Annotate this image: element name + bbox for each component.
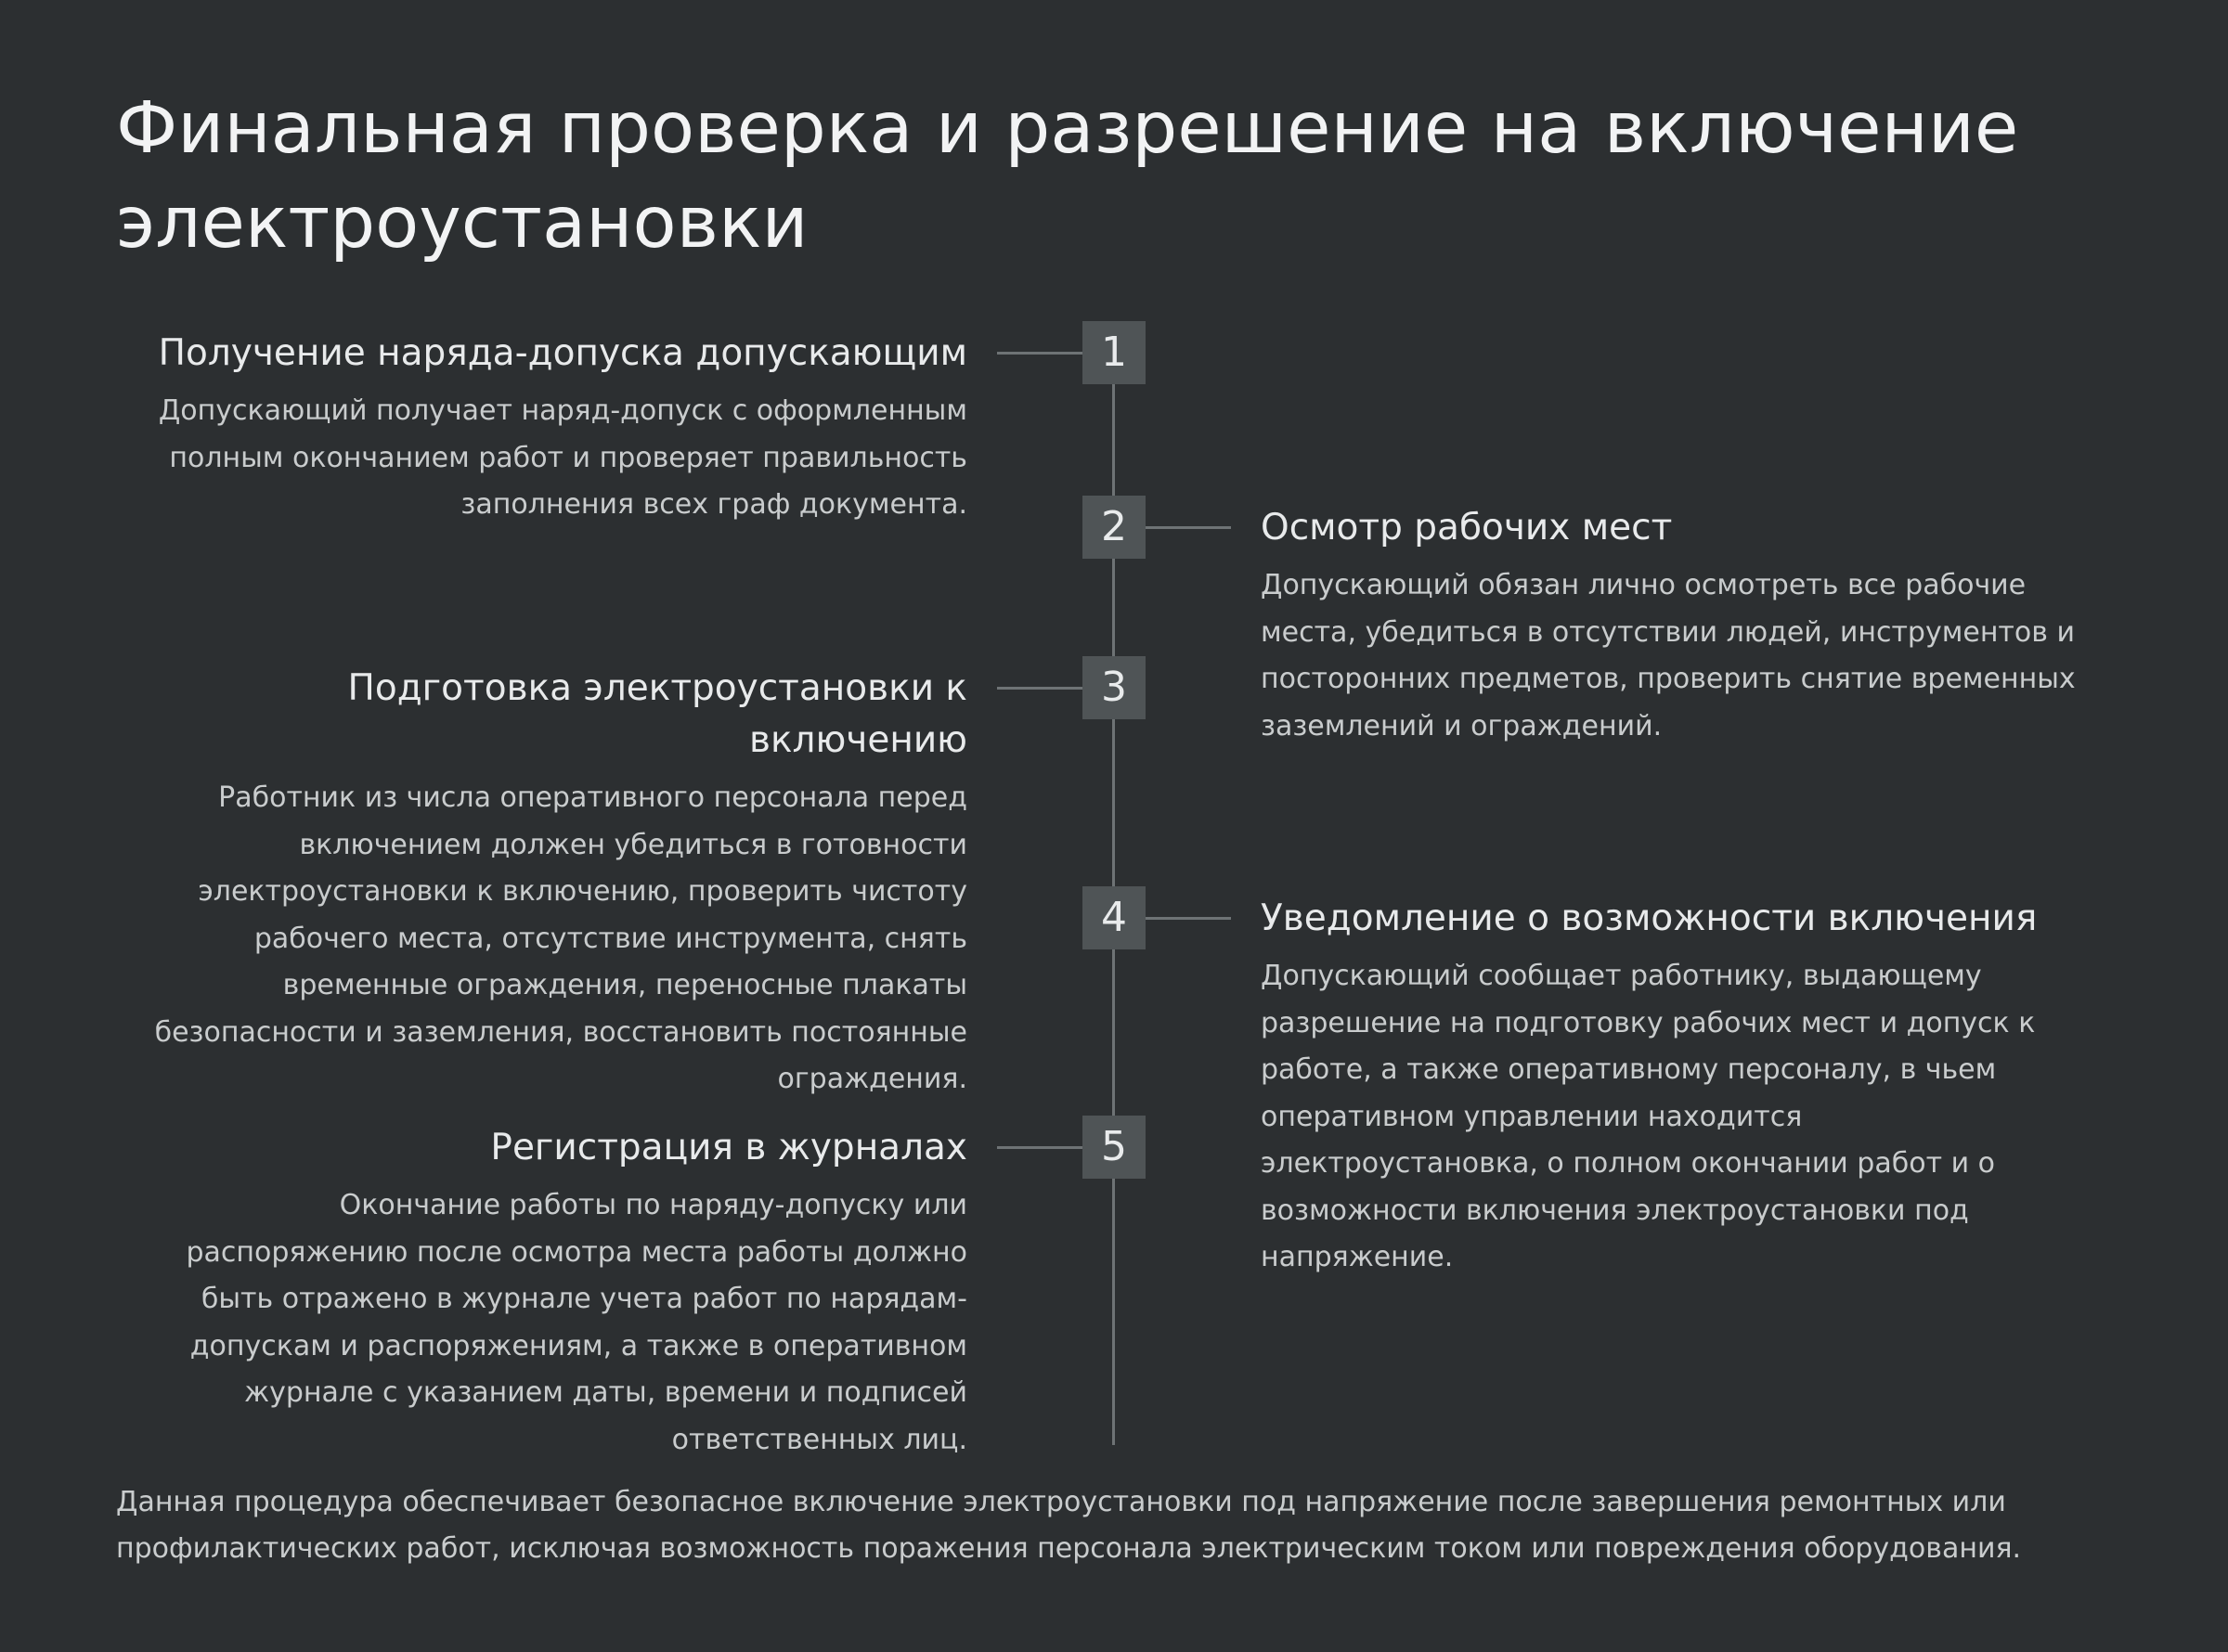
step-3-title: Подготовка электроустановки к включению bbox=[347, 667, 967, 761]
footer-note: Данная процедура обеспечивает безопасное включение электроустановки под напряжение после завершения ремонтных или профилактических работ, исключая возможность поражения персонала электрическим током или повреждения оборудования. bbox=[116, 1486, 2022, 1565]
connector-step-5 bbox=[997, 1146, 1084, 1149]
step-3-description: Работник из числа оперативного персонала перед включением должен убедиться в готовности электроустановки к включению, проверить чистоту рабочего места, отсутствие инструмента, снять временные ограждения, переносные плакаты безопасности и заземления, восстановить постоянные ограждения. bbox=[154, 781, 967, 1095]
step-2-number-badge: 2 bbox=[1082, 496, 1146, 559]
step-1 bbox=[150, 328, 967, 529]
connector-step-4 bbox=[1144, 917, 1231, 920]
step-2 bbox=[1261, 502, 2078, 750]
connector-step-3 bbox=[997, 687, 1084, 690]
page-title: Финальная проверка и разрешение на включение электроустановки bbox=[116, 87, 2019, 265]
step-5 bbox=[150, 1122, 967, 1464]
step-5-title: Регистрация в журналах bbox=[490, 1127, 967, 1168]
step-2-description: Допускающий обязан лично осмотреть все рабочие места, убедиться в отсутствии людей, инструментов и посторонних предметов, проверить снятие временных заземлений и ограждений. bbox=[1261, 569, 2076, 742]
step-5-number-badge: 5 bbox=[1082, 1116, 1146, 1179]
step-1-title: Получение наряда-допуска допускающим bbox=[158, 332, 967, 374]
step-3-number-badge: 3 bbox=[1082, 656, 1146, 719]
step-5-description: Окончание работы по наряду-допуску или распоряжению после осмотра места работы должно быть отражено в журнале учета работ по нарядам-допускам и распоряжениям, а также в оперативном журнале с указанием даты, времени и подписей ответственных лиц. bbox=[186, 1189, 967, 1456]
step-3 bbox=[150, 663, 967, 1103]
step-4-number-badge: 4 bbox=[1082, 886, 1146, 949]
step-4-description: Допускающий сообщает работнику, выдающему разрешение на подготовку рабочих мест и допуск к работе, а также оперативному персоналу, в чьем оперативном управлении находится электроустановка, о полном окончании работ и о возможности включения электроустановки под напряжение. bbox=[1261, 960, 2036, 1273]
step-4 bbox=[1261, 893, 2078, 1282]
connector-step-1 bbox=[997, 352, 1084, 355]
step-2-title: Осмотр рабочих мест bbox=[1261, 507, 1673, 549]
connector-step-2 bbox=[1144, 526, 1231, 529]
step-1-description: Допускающий получает наряд-допуск с оформленным полным окончанием работ и проверяет правильность заполнения всех граф документа. bbox=[158, 394, 967, 521]
step-4-title: Уведомление о возможности включения bbox=[1261, 897, 2038, 939]
step-1-number-badge: 1 bbox=[1082, 321, 1146, 384]
